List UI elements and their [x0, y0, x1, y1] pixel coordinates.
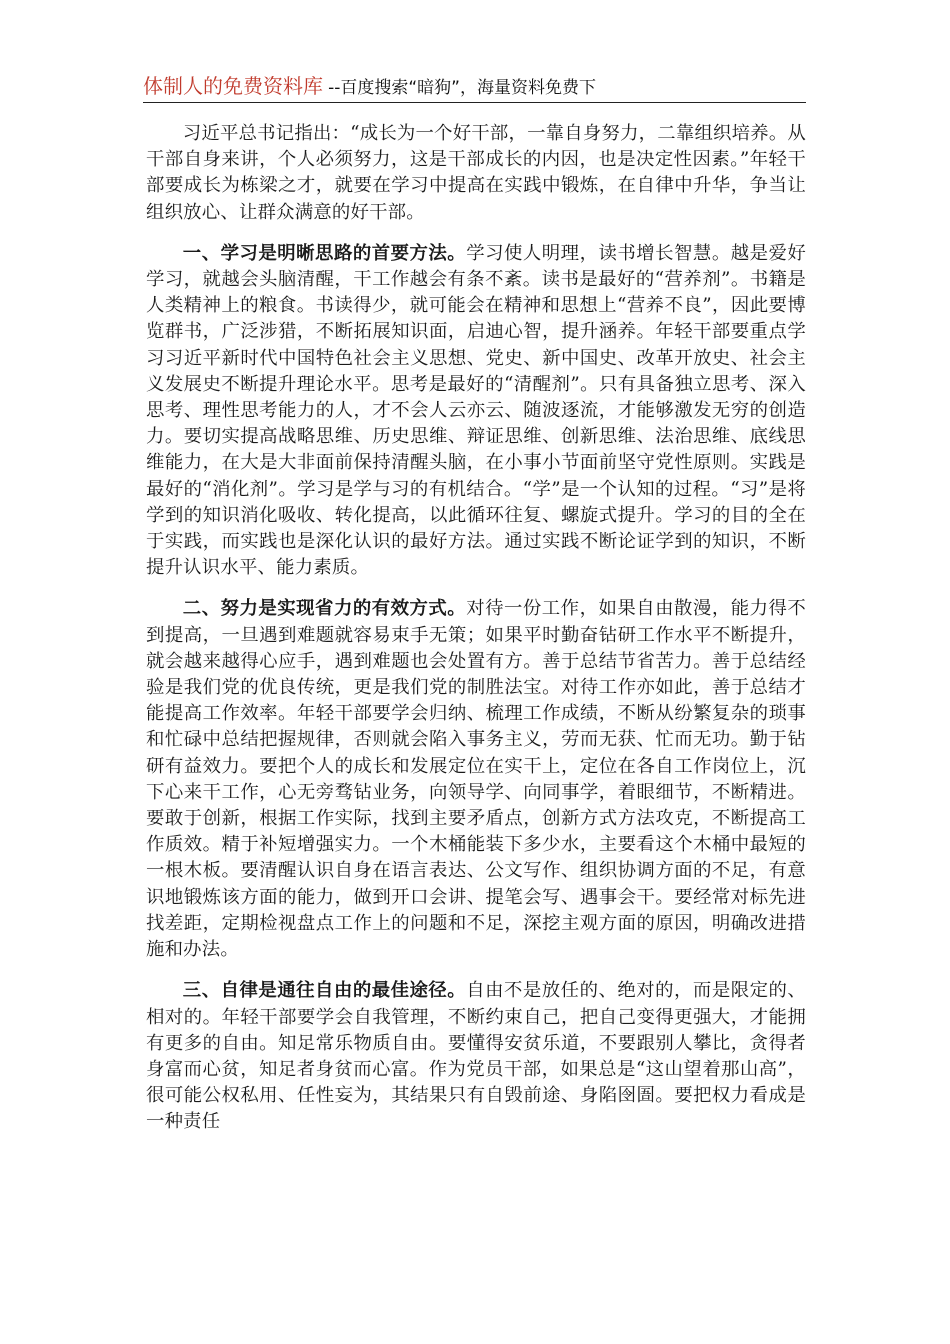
section-3-paragraph	[146, 978, 806, 1135]
header-divider	[143, 102, 806, 103]
section-1-paragraph	[146, 241, 806, 582]
section-3-heading: 三、自律是通往自由的最佳途径。	[182, 980, 467, 1002]
section-1-text: 学习使人明理，读书增长智慧。越是爱好学习，就越会头脑清醒，干工作越会有条不紊。读书是最好的“营养剂”。书籍是人类精神上的粮食。书读得少，就可能会在精神和思想上“营养不良”，因此要博览群书，广泛涉猎，不断拓展知识面，启迪心智，提升涵养。年轻干部要重点学习习近平新时代中国特色社会主义思想、党史、新中国史、改革开放史、社会主义发展史不断提升理论水平。思考是最好的“清醒剂”。只有具备独立思考、深入思考、理性思考能力的人，才不会人云亦云、随波逐流，才能够激发无穷的创造力。要切实提高战略思维、历史思维、辩证思维、创新思维、法治思维、底线思维能力，在大是大非面前保持清醒头脑，在小事小节面前坚守党性原则。实践是最好的“消化剂”。学习是学与习的有机结合。“学”是一个认知的过程。“习”是将学到的知识消化吸收、转化提高，以此循环往复、螺旋式提升。学习的目的全在于实践，而实践也是深化认识的最好方法。通过实践不断论证学到的知识，不断提升认识水平、能力素质。	[146, 242, 806, 579]
section-2-paragraph	[146, 596, 806, 963]
intro-text: 习近平总书记指出：“成长为一个好干部，一靠自身努力，二靠组织培养。从干部自身来讲，个人必须努力，这是干部成长的内因，也是决定性因素。”年轻干部要成长为栋梁之才，就要在学习中提高在实践中锻炼，在自律中升华，争当让组织放心、让群众满意的好干部。	[146, 123, 806, 223]
intro-paragraph	[146, 121, 806, 226]
section-2-heading: 二、努力是实现省力的有效方式。	[182, 598, 467, 620]
header-tagline: --百度搜索“暗狗”，海量资料免费下	[328, 78, 596, 98]
section-3-text: 自由不是放任的、绝对的，而是限定的、相对的。年轻干部要学会自我管理，不断约束自己，把自己变得更强大，才能拥有更多的自由。知足常乐物质自由。要懂得安贫乐道，不要跟别人攀比，贪得者身富而心贫，知足者身贫而心富。作为党员干部，如果总是“这山望着那山高”，很可能公权私用、任性妄为，其结果只有自毁前途、身陷囹圄。要把权力看成是一种责任	[146, 980, 806, 1133]
section-1-heading: 一、学习是明晰思路的首要方法。	[182, 242, 467, 264]
section-2-text: 对待一份工作，如果自由散漫，能力得不到提高，一旦遇到难题就容易束手无策；如果平时勤奋钻研工作水平不断提升，就会越来越得心应手，遇到难题也会处置有方。善于总结节省苦力。善于总结经验是我们党的优良传统，更是我们党的制胜法宝。对待工作亦如此，善于总结才能提高工作效率。年轻干部要学会归纳、梳理工作成绩，不断从纷繁复杂的琐事和忙碌中总结把握规律，否则就会陷入事务主义，劳而无获、忙而无功。勤于钻研有益效力。要把个人的成长和发展定位在实干上，定位在各自工作岗位上，沉下心来干工作，心无旁骛钻业务，向领导学、向同事学，着眼细节，不断精进。要敢于创新，根据工作实际，找到主要矛盾点，创新方式方法攻克，不断提高工作质效。精于补短增强实力。一个木桶能装下多少水，主要看这个木桶中最短的一根木板。要清醒认识自身在语言表达、公文写作、组织协调方面的不足，有意识地锻炼该方面的能力，做到开口会讲、提笔会写、遇事会干。要经常对标先进找差距，定期检视盘点工作上的问题和不足，深挖主观方面的原因，明确改进措施和办法。	[146, 598, 806, 961]
page-header	[143, 70, 806, 104]
document-body	[146, 121, 806, 1151]
header-brand: 体制人的免费资料库	[143, 74, 323, 98]
